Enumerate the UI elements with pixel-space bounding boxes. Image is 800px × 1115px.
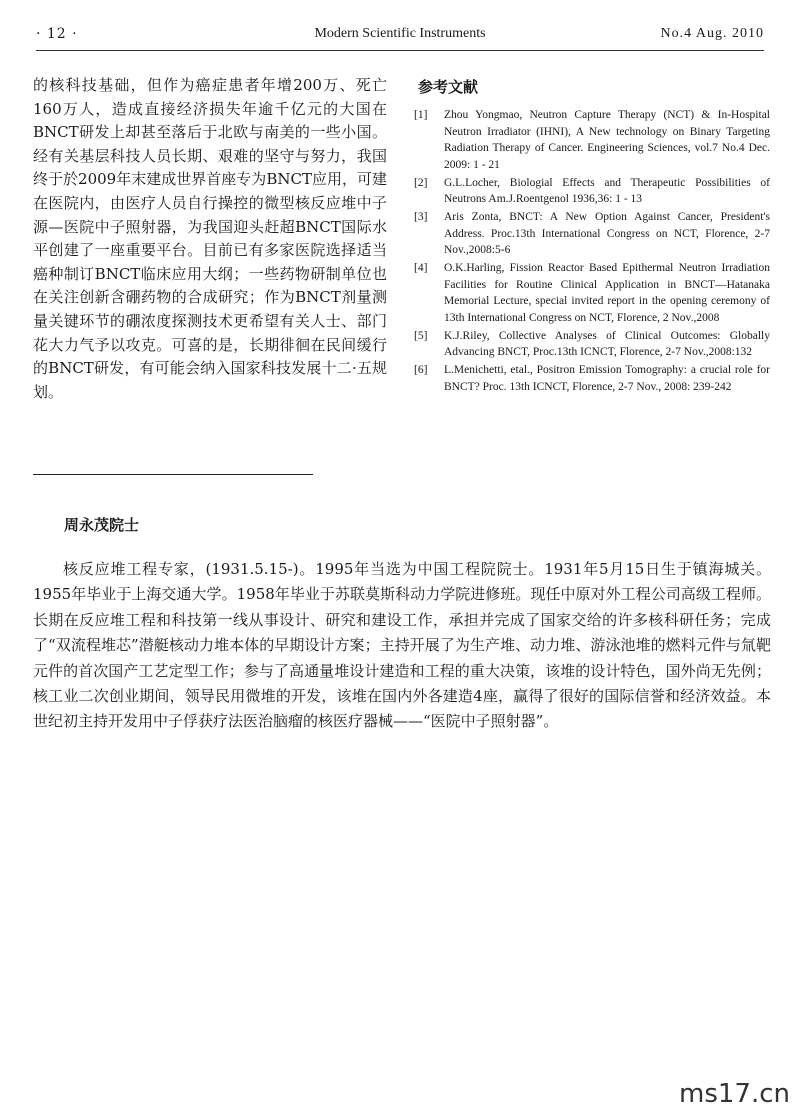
journal-title: Modern Scientific Instruments xyxy=(314,26,486,41)
bio-paragraph: 核反应堆工程专家，(1931.5.15-)。1995年当选为中国工程院院士。1931年5月15日生于镇海城关。1955年毕业于上海交通大学。1958年毕业于苏联莫斯科动力学院进修班。现任中原对外工程公司高级工程师。长期在反应堆工程和科技第一线从事设计、研究和建设工作，承担并完成了国家交给的许多核科研任务；完成了“双流程堆芯”潜艇核动力堆本体的早期设计方案；主持开展了为生产堆、动力堆、游泳池堆的燃料元件与氚靶元件的首次国产工艺定型工作；参与了高通量堆设计建造和工程的重大决策，该堆的设计特色，国外尚无先例；核工业二次创业期间，领导民用微堆的开发，该堆在国内外各建造4座，赢得了很好的国际信誉和经济效益。本世纪初主持开发用中子俘获疗法医治脑瘤的核医疗器械——“医院中子照射器”。 xyxy=(33,560,771,731)
header-rule xyxy=(36,50,764,51)
reference-item xyxy=(414,260,770,326)
reference-item xyxy=(414,175,770,208)
reference-text: O.K.Harling, Fission Reactor Based Epithermal Neutron Irradiation Facilities for Routine Clinical Application in BNCT—Hatanaka Memorial Lecture, special invited report in the opening ceremony of 13th International Congress on NCT, Florence, 2 Nov.,2008 xyxy=(444,262,770,324)
issue-info: No.4 Aug. 2010 xyxy=(660,26,764,41)
reference-text: K.J.Riley, Collective Analyses of Clinical Outcomes: Globally Advancing BNCT, Proc.13th ICNCT, Florence, 2-7 Nov.,2008:132 xyxy=(444,329,770,359)
references-section xyxy=(414,76,770,397)
reference-item xyxy=(414,209,770,259)
watermark-logo: ms17.cn xyxy=(679,1079,790,1109)
reference-number: [2] xyxy=(414,176,428,189)
running-header xyxy=(36,26,764,48)
reference-number: [4] xyxy=(414,262,428,275)
reference-list xyxy=(414,107,770,395)
reference-number: [3] xyxy=(414,211,428,224)
reference-item xyxy=(414,362,770,395)
references-heading: 参考文献 xyxy=(418,78,479,96)
reference-text: Aris Zonta, BNCT: A New Option Against Cancer, President's Address. Proc.13th International Congress on NCT, Florence, 2-7 Nov.,2008:5-6 xyxy=(444,211,770,257)
page-number: · 12 · xyxy=(36,26,78,42)
reference-number: [6] xyxy=(414,364,428,377)
reference-text: Zhou Yongmao, Neutron Capture Therapy (NCT) & In-Hospital Neutron Irradiator (IHNI), A New technology on Binary Targeting Radiation Therapy of Cancer. Engineering Sciences, vol.7 No.4 Dec. 2009: 1 - 21 xyxy=(444,109,770,171)
reference-number: [5] xyxy=(414,329,428,342)
bio-heading: 周永茂院士 xyxy=(64,516,140,534)
section-divider xyxy=(33,474,313,475)
reference-text: G.L.Locher, Biologial Effects and Therapeutic Possibilities of Neutrons Am.J.Roentgenol 1936,36: 1 - 13 xyxy=(444,176,770,206)
reference-item xyxy=(414,107,770,173)
reference-text: L.Menichetti, etal., Positron Emission Tomography: a crucial role for BNCT? Proc. 13th ICNCT, Florence, 2-7 Nov., 2008: 239-242 xyxy=(444,364,770,393)
reference-number: [1] xyxy=(414,109,428,121)
body-text-left-column: 的核科技基础，但作为癌症患者年增200万、死亡160万人，造成直接经济损失年逾千亿元的大国在BNCT研发上却甚至落后于北欧与南美的一些小国。经有关基层科技人员长期、艰难的坚守与努力，我国终于於2009年末建成世界首座专为BNCT应用，可建在医院内，由医疗人员自行操控的微型核反应堆中子源—医院中子照射器，为我国迎头赶超BNCT国际水平创建了一座重要平台。目前已有多家医院选择适当癌种制订BNCT临床应用大纲；一些药物研制单位也在关注创新含硼药物的合成研究；作为BNCT剂量测量关键环节的硼浓度探测技术更希望有关人士、部门花大力气予以攻克。可喜的是，长期徘徊在民间缓行的BNCT研发，有可能会纳入国家科技发展十二·五规划。 xyxy=(33,76,387,401)
reference-item xyxy=(414,328,770,361)
